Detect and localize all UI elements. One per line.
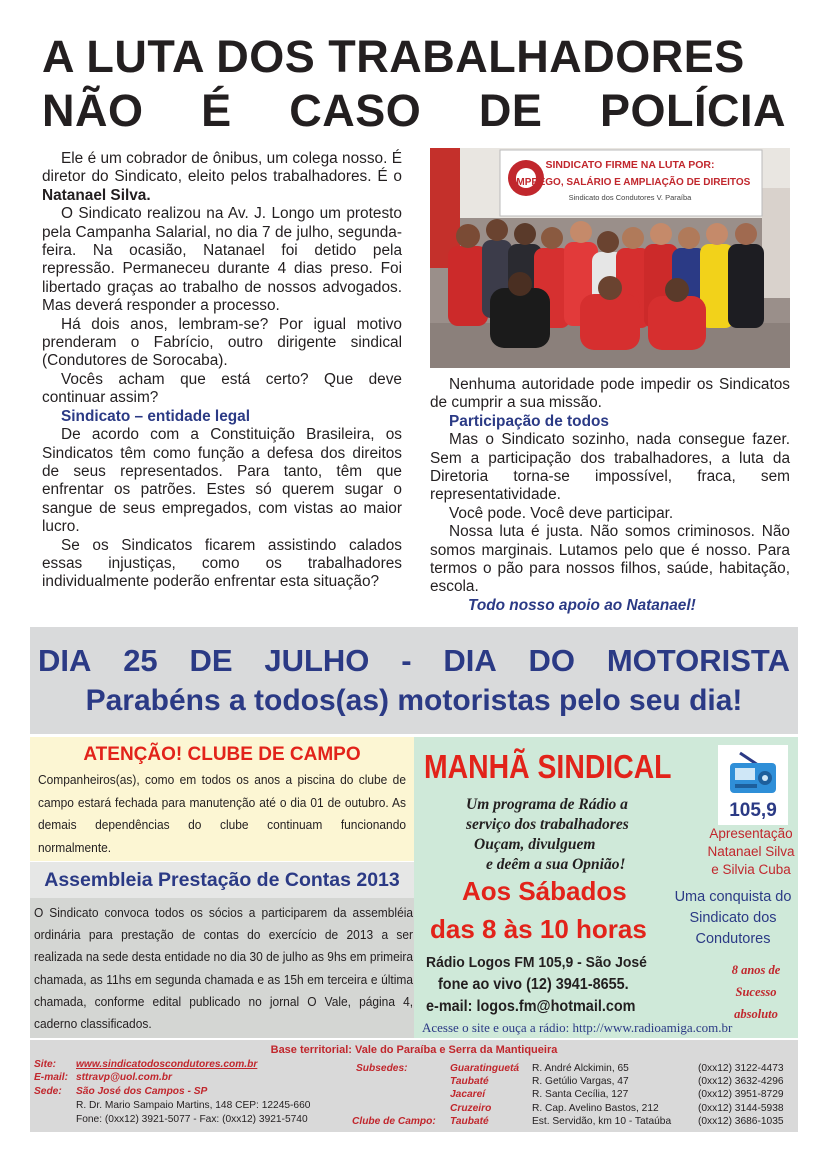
footer-email-link[interactable]: sttravp@uol.com.br [76, 1072, 172, 1083]
footer-site-label: Site: [34, 1059, 57, 1070]
headline-line-1: A LUTA DOS TRABALHADORES [42, 31, 745, 82]
radio-phone: fone ao vivo (12) 3941-8655. [438, 976, 629, 993]
article-paragraph: Você pode. Você deve participar. [449, 504, 674, 522]
assembleia-box [30, 862, 414, 1038]
photo-banner-text-3: Sindicato dos Condutores V. Paraíba [568, 193, 692, 202]
article-paragraph: Vocês acham que está certo? Que deve continuar assim? [42, 370, 402, 407]
motorista-line-1 [38, 643, 790, 679]
headline-word: CASO [289, 85, 422, 136]
article-paragraph: Se os Sindicatos ficarem assistindo calados essas injustiças, como os trabalhadores individualmente poderão enfrentar esta situação? [42, 536, 402, 591]
footer-email-label: E-mail: [34, 1072, 68, 1083]
headline-word: É [201, 85, 232, 136]
article-paragraph: Nossa luta é justa. Não somos criminosos. Não somos marginais. Lutamos pelo que é nosso. Para termos o pão para nossos filhos, saúde, habitação, escola. [430, 523, 790, 596]
union-photo [430, 148, 790, 368]
headline-line-2 [42, 84, 786, 138]
success-line: Sucesso absoluto [734, 985, 778, 1021]
radio-days-1: Aos Sábados [462, 876, 627, 906]
clube-de-campo-box [30, 737, 414, 861]
photo-banner-text-2: EMPREGO, SALÁRIO E AMPLIAÇÃO DE DIREITOS [509, 177, 751, 188]
subsede-city: Jacareí [450, 1089, 486, 1100]
presenters-line: Natanael Silva [707, 844, 795, 859]
assembleia-title: Assembleia Prestação de Contas 2013 [44, 869, 400, 891]
subsede-city: Taubaté [450, 1116, 489, 1127]
subsede-phone: (0xx12) 3144-5938 [698, 1103, 784, 1114]
motorista-word: JULHO [264, 643, 370, 678]
footer-sede-city: São José dos Campos - SP [76, 1086, 208, 1097]
subsede-address: R. Getúlio Vargas, 47 [532, 1076, 629, 1087]
motorista-line-2: Parabéns a todos(as) motoristas pelo seu dia! [85, 684, 743, 717]
article-paragraph: Há dois anos, lembram-se? Por igual motivo prenderam o Fabrício, outro dirigente sindical (Condutores de Sorocaba). [42, 315, 402, 370]
subsede-address: R. Santa Cecília, 127 [532, 1089, 629, 1100]
footer-sede-phone: Fone: (0xx12) 3921-5077 - Fax: (0xx12) 3921-5740 [76, 1114, 308, 1125]
radio-script-3: Ouçam, divulguem [474, 836, 596, 853]
radio-success [714, 959, 798, 1025]
headline-word: DE [478, 85, 543, 136]
photo-banner-text-1: SINDICATO FIRME NA LUTA POR: [545, 159, 715, 171]
manha-sindical-box [414, 737, 798, 1038]
subsede-address: R. Cap. Avelino Bastos, 212 [532, 1103, 659, 1114]
subsede-address: R. André Alckimin, 65 [532, 1063, 629, 1074]
subsede-phone: (0xx12) 3632-4296 [698, 1076, 784, 1087]
subsede-city: Taubaté [450, 1076, 489, 1087]
subheading-participacao: Participação de todos [449, 412, 609, 430]
radio-logo [718, 745, 788, 825]
radio-conquest [670, 887, 796, 950]
footer-base: Base territorial: Vale do Paraíba e Serra da Mantiqueira [270, 1044, 558, 1056]
footer-subsedes-label: Subsedes: [356, 1063, 408, 1074]
headline-word: POLÍCIA [599, 85, 786, 136]
presenters-line: e Silvia Cuba [711, 862, 791, 877]
article-paragraph: Mas o Sindicato sozinho, nada consegue fazer. Sem a participação dos trabalhadores, a luta da Diretoria torna-se impossível, fraca, sem representatividade. [430, 431, 790, 504]
radio-script-4: e deêm a sua Opnião! [486, 856, 626, 873]
subsede-city: Cruzeiro [450, 1103, 492, 1114]
conquest-line: Uma conquista do [674, 889, 792, 905]
subsede-phone: (0xx12) 3951-8729 [698, 1089, 784, 1100]
motorista-word: - [401, 643, 412, 678]
article-paragraph [42, 150, 402, 205]
presenters-line: Apresentação [709, 826, 793, 841]
footer-clube-label: Clube de Campo: [352, 1116, 436, 1127]
motorista-word: DIA [38, 643, 92, 678]
radio-email: e-mail: logos.fm@hotmail.com [426, 998, 636, 1015]
radio-presenters [706, 825, 796, 879]
group-photo-illustration [430, 148, 790, 368]
motorista-word: MOTORISTA [606, 643, 790, 678]
subsede-address: Est. Servidão, km 10 - Tataúba [532, 1116, 672, 1127]
footer-sede-label: Sede: [34, 1086, 62, 1097]
article-left-column [42, 150, 402, 592]
article-paragraph: De acordo com a Constituição Brasileira, os Sindicatos têm como função a defesa dos direitos de seus representados. Para tanto, têm que enfrentar os patrões. Estes só querem sugar o sangue de seus empregados, com vistas ao maior lucro. [42, 426, 402, 536]
radio-logo-frequency: 105,9 [729, 800, 777, 821]
natanael-name: Natanael Silva. [42, 186, 151, 204]
radio-station: Rádio Logos FM 105,9 - São José [426, 954, 647, 971]
radio-script-1: Um programa de Rádio a [466, 796, 628, 813]
article-text: Ele é um cobrador de ônibus, um colega nosso. É diretor do Sindicato, eleito pelos trabalhadores. É o [42, 150, 402, 186]
motorista-word: DE [189, 643, 233, 678]
footer-site-link[interactable]: www.sindicatodoscondutores.com.br [76, 1059, 258, 1070]
radio-days-2: das 8 às 10 horas [430, 914, 647, 944]
radio-script-2: serviço dos trabalhadores [466, 816, 629, 833]
conquest-line: Condutores [695, 931, 771, 947]
motorista-word: DO [528, 643, 576, 678]
motorista-band [30, 627, 798, 734]
radio-title: MANHÃ SINDICAL [424, 748, 672, 785]
clube-text: Companheiros(as), como em todos os anos a piscina do clube de campo estará fechada para manutenção até o dia 01 de outubro. As demais dependências do clube continuam funcionando normalmente. [38, 772, 406, 855]
subsede-city: Guaratinguetá [450, 1063, 520, 1074]
conquest-line: Sindicato dos [689, 910, 777, 926]
article-paragraph: Nenhuma autoridade pode impedir os Sindicatos de cumprir a sua missão. [430, 376, 790, 412]
footer-contacts [30, 1040, 798, 1132]
subsede-phone: (0xx12) 3686-1035 [698, 1116, 784, 1127]
assembleia-text: O Sindicato convoca todos os sócios a participarem da assembléia ordinária para prestação de contas do exercício de 2013 a ser realizada na sede desta entidade no dia 30 de julho as 9hs em primeira chamada, as 11hs em segunda chamada e as 15h em terceira e última chamada, conforme edital publicado no jornal O Vale, página 4, caderno classificados. [34, 905, 414, 1032]
motorista-word: DIA [443, 643, 497, 678]
footer-sede-address: R. Dr. Mario Sampaio Martins, 148 CEP: 12245-660 [76, 1100, 311, 1111]
support-line: Todo nosso apoio ao Natanael! [468, 596, 696, 614]
radio-website[interactable]: Acesse o site e ouça a rádio: http://www.radioamiga.com.br [422, 1020, 733, 1035]
success-line: 8 anos de [731, 963, 781, 977]
article-right-column [430, 376, 790, 615]
clube-title: ATENÇÃO! CLUBE DE CAMPO [83, 744, 361, 765]
headline-word: NÃO [42, 85, 144, 136]
subsede-phone: (0xx12) 3122-4473 [698, 1063, 784, 1074]
article-paragraph: O Sindicato realizou na Av. J. Longo um protesto pela Campanha Salarial, no dia 7 de julho, segunda-feira. Na ocasião, Natanael foi detido pela repressão. Permaneceu durante 4 dias preso. Foi libertado graças ao trabalho de nossos advogados. Mas deverá responder a processo. [42, 205, 402, 315]
motorista-word: 25 [123, 643, 158, 678]
subheading-entidade-legal: Sindicato – entidade legal [61, 407, 251, 425]
